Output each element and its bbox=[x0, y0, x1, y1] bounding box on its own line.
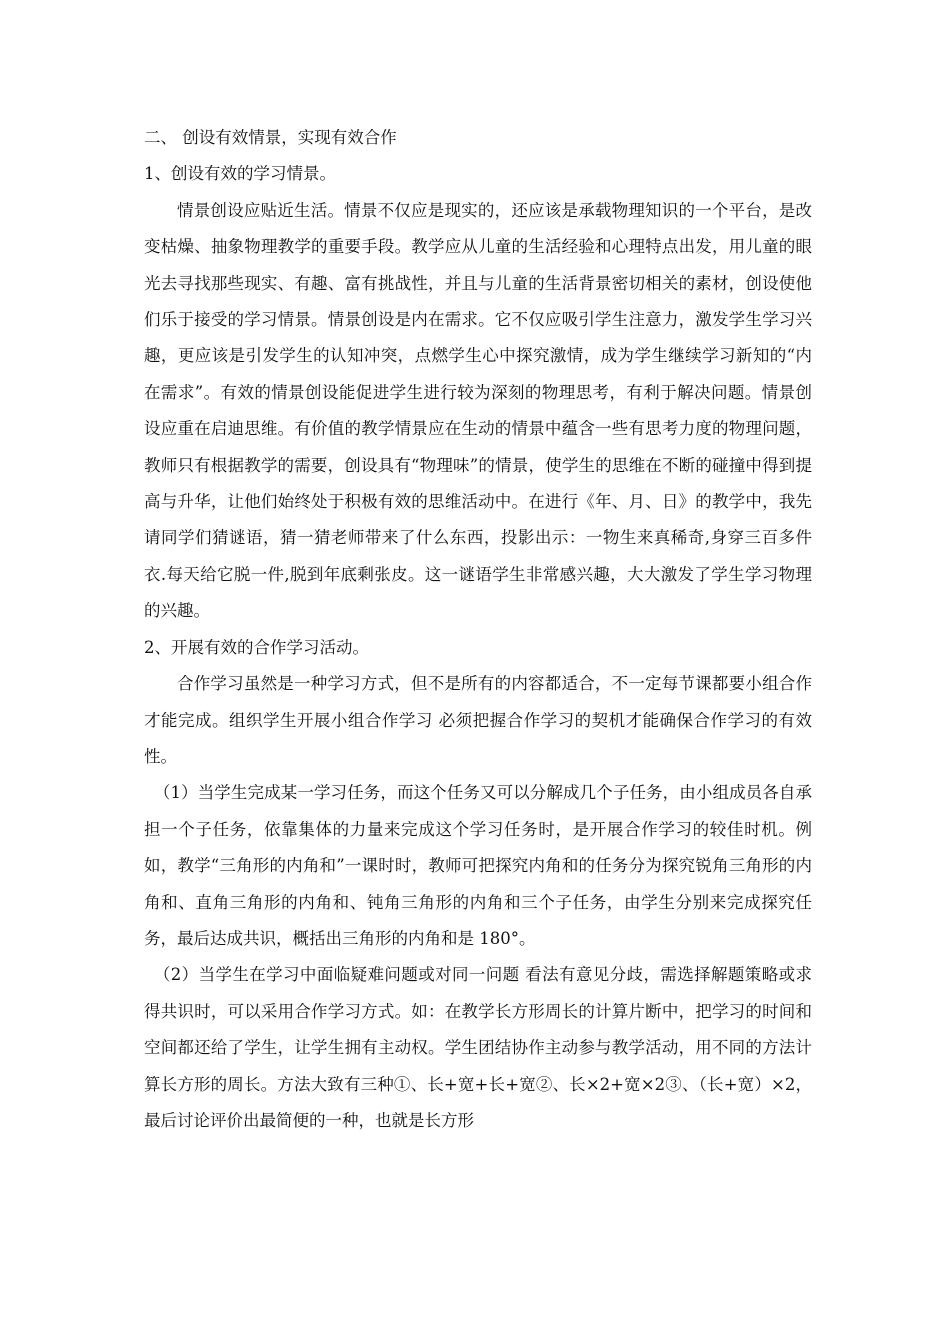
subsection-heading-2: 2、开展有效的合作学习活动。 bbox=[144, 637, 369, 657]
paragraph-point-2: （2）当学生在学习中面临疑难问题或对同一问题 看法有意见分歧，需选择解题策略或求得共识时，可以采用合作学习方式。如：在教学长方形周长的计算片断中，把学习的时间和空间都还给了学生，让学生拥有主动权。学生团结协作主动参与教学活动，用不同的方法计算长方形的周长。方法大致有三种①、长+宽+长+宽②、长×2+宽×2③、（长+宽）×2，最后讨论评价出最简便的一种，也就是长方形 bbox=[144, 965, 812, 1130]
subsection-heading-1: 1、创设有效的学习情景。 bbox=[144, 164, 336, 184]
document-body bbox=[144, 120, 812, 1139]
section-heading: 二、 创设有效情景，实现有效合作 bbox=[144, 128, 397, 147]
paragraph-learning-scenario: 情景创设应贴近生活。情景不仅应是现实的，还应该是承载物理知识的一个平台，是改变枯燥、抽象物理教学的重要手段。教学应从儿童的生活经验和心理特点出发，用儿童的眼光去寻找那些现实、有趣、富有挑战性，并且与儿童的生活背景密切相关的素材，创设使他们乐于接受的学习情景。情景创设是内在需求。它不仅应吸引学生注意力，激发学生学习兴趣，更应该是引发学生的认知冲突，点燃学生心中探究激情，成为学生继续学习新知的“内在需求”。有效的情景创设能促进学生进行较为深刻的物理思考，有利于解决问题。情景创设应重在启迪思维。有价值的教学情景应在生动的情景中蕴含一些有思考力度的物理问题，教师只有根据教学的需要，创设具有“物理味”的情景，使学生的思维在不断的碰撞中得到提高与升华，让他们始终处于积极有效的思维活动中。在进行《年、月、日》的教学中，我先请同学们猜谜语，猜一猜老师带来了什么东西，投影出示：一物生来真稀奇,身穿三百多件衣.每天给它脱一件,脱到年底剩张皮。这一谜语学生非常感兴趣，大大激发了学生学习物理的兴趣。 bbox=[144, 200, 812, 621]
paragraph-cooperative-learning: 合作学习虽然是一种学习方式，但不是所有的内容都适合，不一定每节课都要小组合作才能完成。组织学生开展小组合作学习 必须把握合作学习的契机才能确保合作学习的有效性。 bbox=[144, 674, 812, 766]
paragraph-point-1: （1）当学生完成某一学习任务，而这个任务又可以分解成几个子任务，由小组成员各自承担一个子任务，依靠集体的力量来完成这个学习任务时，是开展合作学习的较佳时机。例如，教学“三角形的内角和”一课时时，教师可把探究内角和的任务分为探究锐角三角形的内角和、直角三角形的内角和、钝角三角形的内角和三个子任务，由学生分别来完成探究任务，最后达成共识，概括出三角形的内角和是 180°。 bbox=[144, 783, 812, 948]
